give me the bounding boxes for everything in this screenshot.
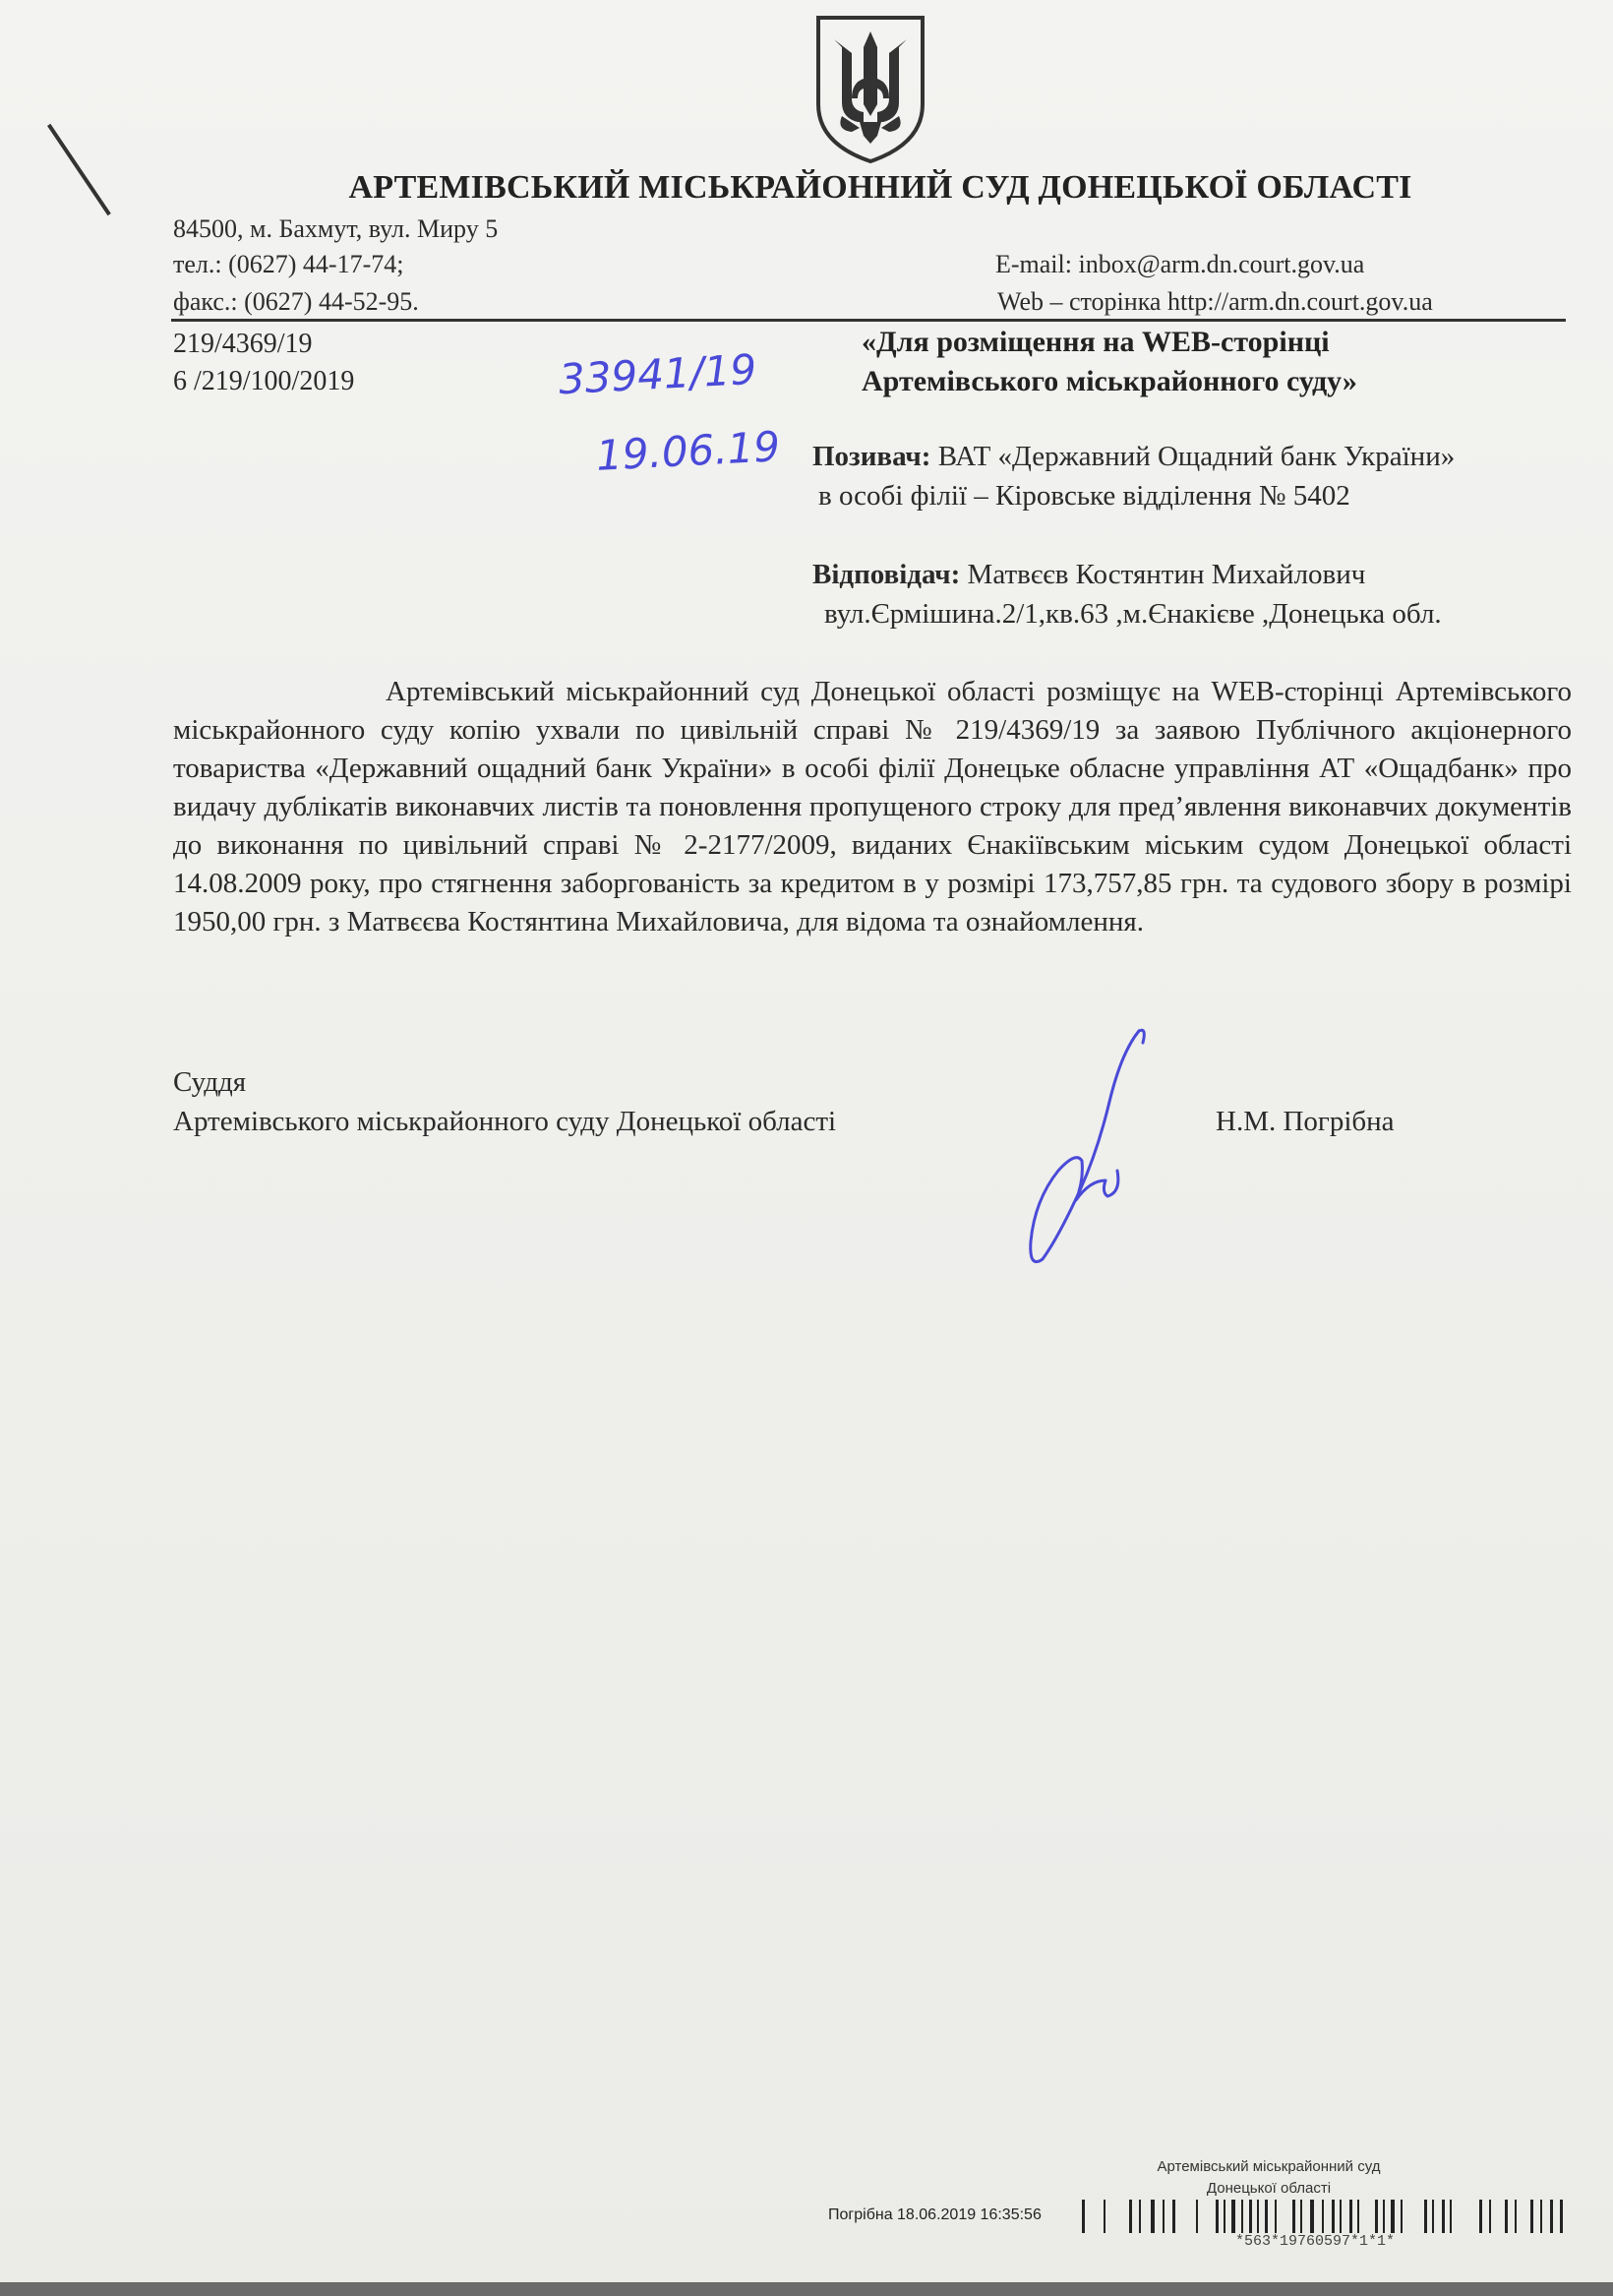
- defendant-block: [812, 555, 1442, 634]
- defendant-name: Матвєєв Костянтин Михайлович: [960, 559, 1366, 590]
- plaintiff-block: [812, 437, 1455, 515]
- defendant-label: Відповідач:: [812, 559, 961, 590]
- notice-body-paragraph: Артемівський міськрайонний суд Донецької області розміщує на WEB-сторінці Артемівського міськрайонного суду копію ухвали по цивільній справі № 219/4369/19 за заявою Публічного акціонерного товариства «Державний ощадний банк України» в особі філії Донецьке обласне управління АТ «Ощадбанк» про видачу дублікатів виконавчих листів та поновлення пропущеного строку для пред’явлення виконавчих документів до виконання по цивільний справі № 2-2177/2009, виданих Єнакіївським міським судом Донецької області 14.08.2009 року, про стягнення заборгованість за кредитом в у розмірі 173,757,85 грн. та судового збору в розмірі 1950,00 грн. з Матвєєва Костянтина Михайловича, для відома та ознайомлення.: [173, 676, 1572, 937]
- court-website: Web – сторінка http://arm.dn.court.gov.ua: [997, 287, 1433, 316]
- judge-court: Артемівського міськрайонного суду Донецької області: [173, 1106, 837, 1137]
- case-number: 219/4369/19: [173, 329, 313, 359]
- e-signature-timestamp: Погрібна 18.06.2019 16:35:56: [828, 2206, 1042, 2223]
- judge-name: Н.М. Погрібна: [1216, 1106, 1395, 1137]
- judge-title: Суддя: [173, 1066, 247, 1098]
- header-divider: [171, 319, 1566, 322]
- court-fax: факс.: (0627) 44-52-95.: [173, 287, 419, 316]
- handwritten-registration-number: 33941/19: [557, 344, 758, 404]
- court-email: E-mail: inbox@arm.dn.court.gov.ua: [995, 250, 1365, 278]
- handwritten-registration-date: 19.06.19: [594, 422, 782, 480]
- e-signature-court-line1: Артемівський міськрайонний суд: [1157, 2158, 1381, 2175]
- plaintiff-label: Позивач:: [812, 441, 931, 472]
- e-signature-court: [1102, 2156, 1436, 2200]
- scan-bottom-edge: [0, 2282, 1613, 2296]
- court-address: 84500, м. Бахмут, вул. Миру 5: [173, 214, 499, 243]
- document-barcode: [1082, 2200, 1570, 2233]
- barcode-number: *563*19760597*1*1*: [1235, 2233, 1396, 2250]
- e-signature-court-line2: Донецької області: [1206, 2180, 1332, 2197]
- publication-note-line1: «Для розміщення на WEB-сторінці: [862, 326, 1330, 358]
- judge-signature-icon: [974, 1023, 1170, 1269]
- publication-note: [862, 323, 1357, 401]
- plaintiff-branch: в особі філії – Кіровське відділення № 5402: [818, 480, 1350, 512]
- publication-note-line2: Артемівського міськрайонного суду»: [862, 365, 1357, 397]
- court-phone: тел.: (0627) 44-17-74;: [173, 250, 404, 278]
- trident-emblem-icon: [812, 14, 928, 163]
- plaintiff-name: ВАТ «Державний Ощадний банк України»: [930, 441, 1456, 472]
- court-name: АРТЕМІВСЬКИЙ МІСЬКРАЙОННИЙ СУД ДОНЕЦЬКОЇ ОБЛАСТІ: [348, 169, 1412, 206]
- defendant-address: вул.Єрмішина.2/1,кв.63 ,м.Єнакієве ,Донецька обл.: [824, 598, 1442, 630]
- proceeding-number: 6 /219/100/2019: [173, 366, 355, 396]
